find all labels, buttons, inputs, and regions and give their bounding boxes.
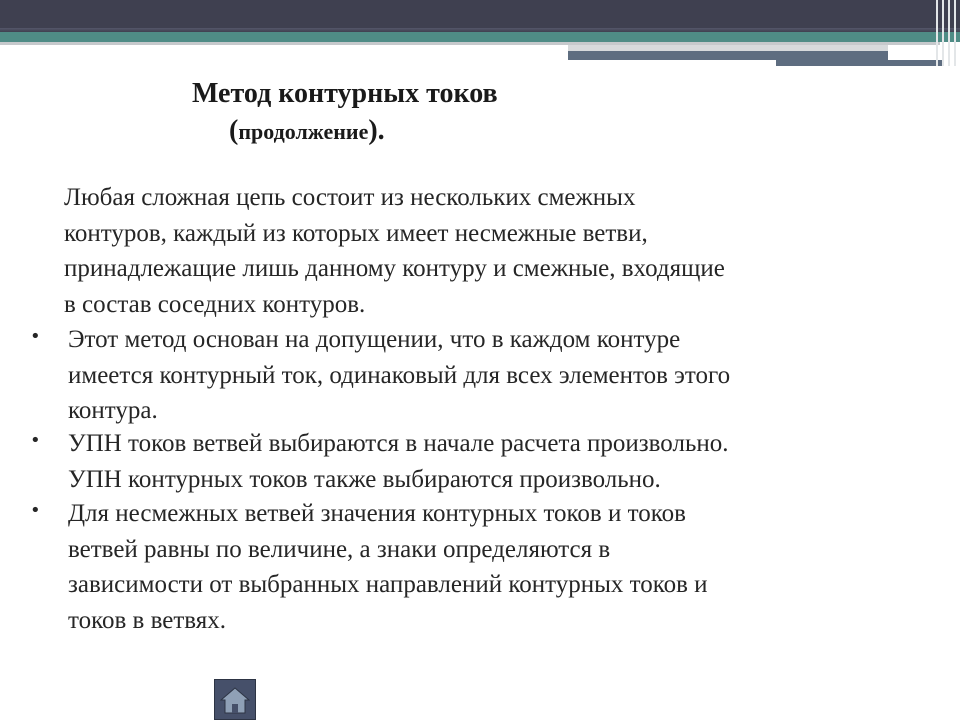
slide-title: Метод контурных токов: [192, 78, 498, 109]
paragraph-line: Этот метод основан на допущении, что в каждом контуре: [68, 326, 681, 353]
paragraph-line: Любая сложная цепь состоит из нескольких смежных: [64, 184, 636, 211]
subtitle-text: продолжение: [238, 119, 369, 144]
paragraph-line: контура.: [68, 397, 158, 424]
paragraph-line: Для несмежных ветвей значения контурных токов и токов: [68, 500, 686, 527]
subtitle-open-paren: (: [229, 115, 239, 146]
home-icon: [220, 685, 250, 715]
paragraph-2: [68, 322, 938, 429]
paragraph-line: зависимости от выбранных направлений контурных токов и: [68, 571, 708, 598]
subtitle-close: ).: [368, 115, 385, 146]
header-bar-teal: [0, 32, 960, 42]
paragraph-3: [68, 426, 938, 497]
paragraph-line: контуров, каждый из которых имеет несмежные ветви,: [64, 219, 648, 247]
paragraph-line: в состав соседних контуров.: [64, 290, 366, 318]
bullet-marker: •: [30, 430, 41, 451]
header-accent-bar-lower: [776, 60, 944, 66]
paragraph-1: [64, 180, 934, 322]
bullet-marker: •: [30, 500, 41, 521]
header-vertical-lines: [932, 0, 960, 66]
paragraph-line: токов в ветвях.: [68, 606, 226, 634]
paragraph-line: УПН токов ветвей выбираются в начале расчета произвольно.: [68, 430, 729, 457]
paragraph-line: ветвей равны по величине, а знаки определяются в: [68, 535, 611, 563]
paragraph-line: принадлежащие лишь данному контуру и смежные, входящие: [64, 255, 725, 282]
bullet-marker: •: [30, 326, 41, 347]
paragraph-4: [68, 496, 938, 638]
home-button[interactable]: [214, 679, 256, 720]
header-accent-bar-upper: [568, 51, 888, 60]
slide-subtitle: [229, 115, 385, 147]
paragraph-line: УПН контурных токов также выбираются произвольно.: [68, 465, 661, 493]
paragraph-line: имеется контурный ток, одинаковый для всех элементов этого: [68, 361, 731, 389]
